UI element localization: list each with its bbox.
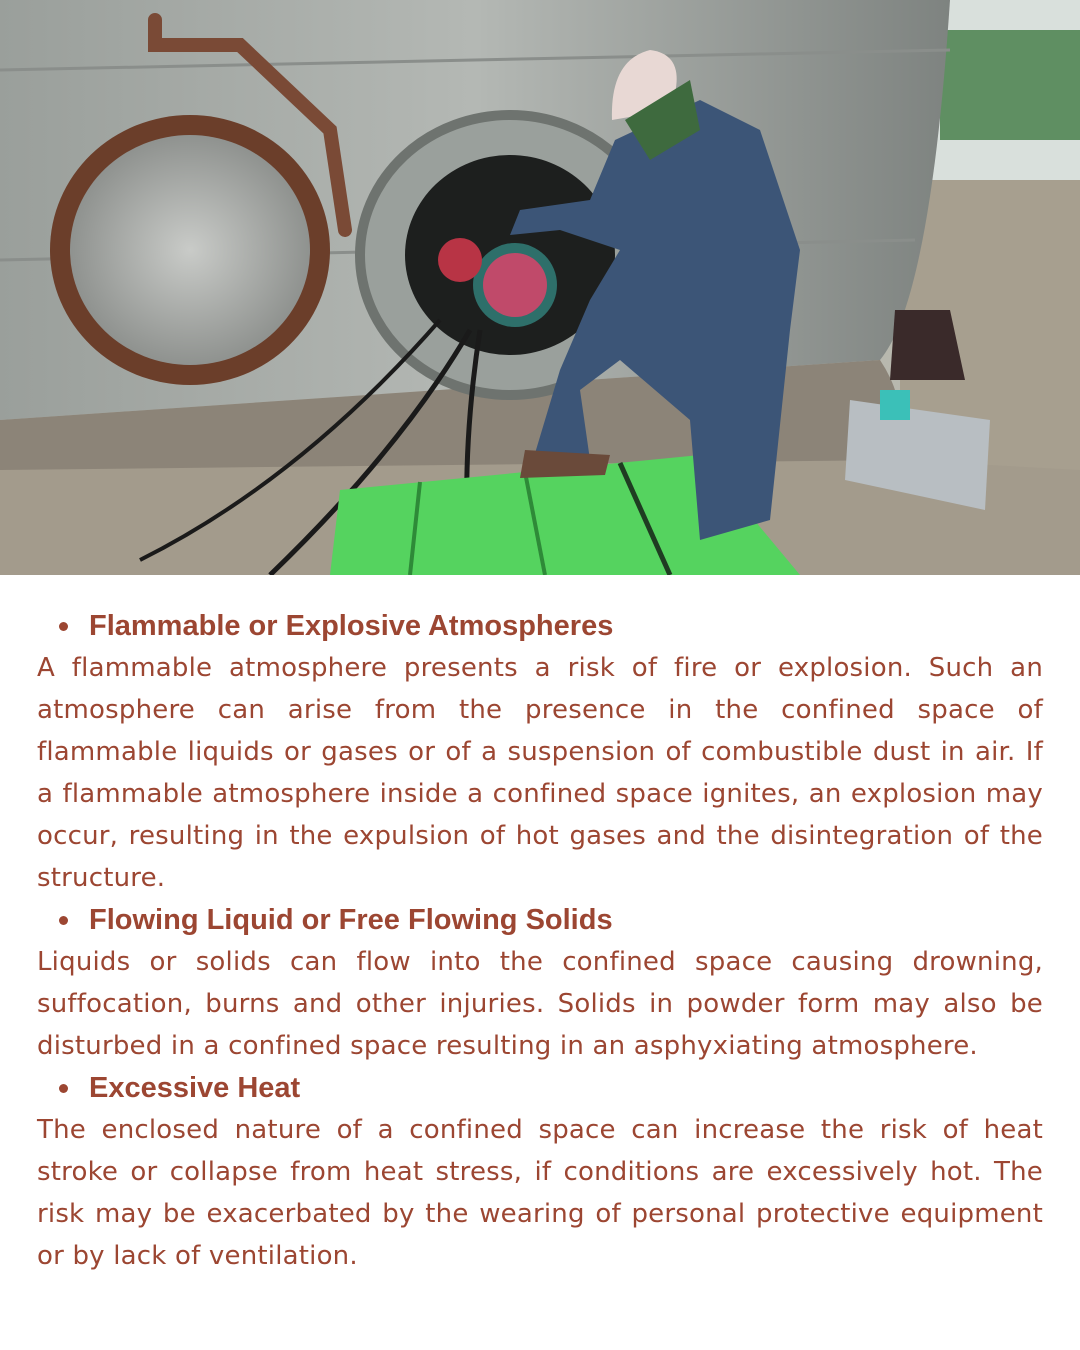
section-heading (37, 605, 1043, 647)
section-body: The enclosed nature of a confined space can increase the risk of heat stroke or collapse from heat stress, if conditions are excessively hot. The risk may be exacerbated by the wearing of personal protective equipment or by lack of ventilation. (37, 1115, 1043, 1271)
section-heading-text: Flammable or Explosive Atmospheres (89, 610, 614, 642)
section-heat (37, 1067, 1043, 1277)
text-content (0, 575, 1080, 1350)
bullet-icon (59, 1084, 68, 1093)
header-photo (0, 0, 1080, 575)
section-flowing (37, 899, 1043, 1067)
section-body: A flammable atmosphere presents a risk of fire or explosion. Such an atmosphere can arise from the presence in the confined space of flammable liquids or gases or of a suspension of combustible dust in air. If a flammable atmosphere inside a confined space ignites, an explosion may occur, resulting in the expulsion of hot gases and the disintegration of the structure. (37, 653, 1043, 893)
section-flammable (37, 605, 1043, 899)
section-heading (37, 1067, 1043, 1109)
confined-space-worker-photo (0, 0, 1080, 575)
section-heading-text: Flowing Liquid or Free Flowing Solids (89, 904, 613, 936)
bullet-icon (59, 916, 68, 925)
section-heading-text: Excessive Heat (89, 1072, 301, 1104)
bullet-icon (59, 622, 68, 631)
section-body: Liquids or solids can flow into the confined space causing drowning, suffocation, burns and other injuries. Solids in powder form may also be disturbed in a confined space resulting in an asphyxiating atmosphere. (37, 947, 1043, 1061)
section-heading (37, 899, 1043, 941)
